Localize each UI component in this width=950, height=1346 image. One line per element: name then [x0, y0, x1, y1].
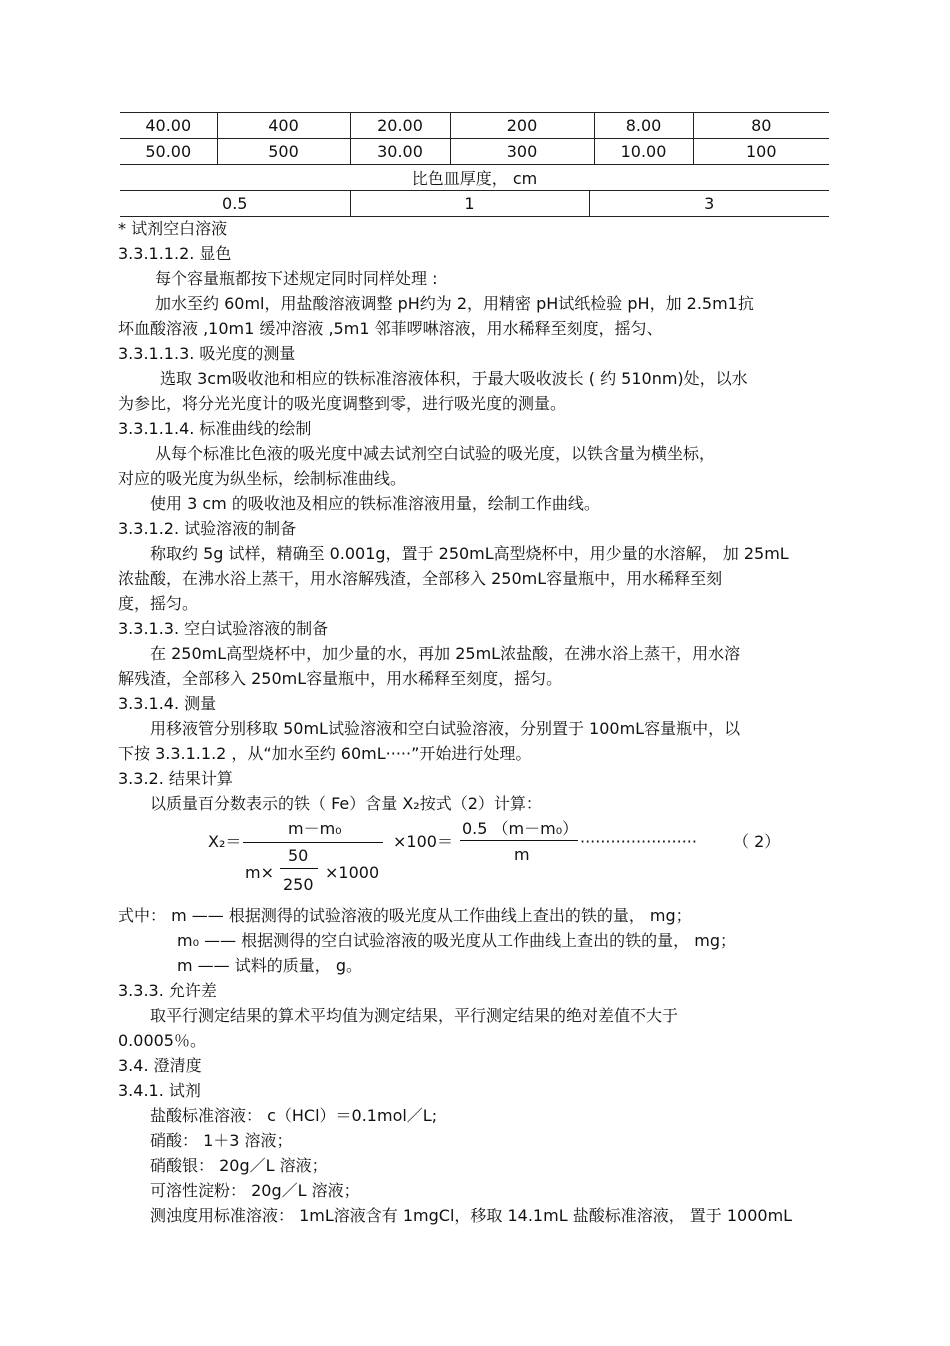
table-row: [120, 113, 829, 139]
formula-inner-denominator: 250: [283, 875, 314, 894]
fraction-bar: [243, 842, 383, 843]
text-line: 对应的吸光度为纵坐标，绘制标准曲线。: [118, 469, 407, 488]
table-header-cell: 比色皿厚度， cm: [120, 165, 829, 191]
formula-number: （ 2）: [733, 832, 781, 851]
inner-fraction-bar: [280, 868, 318, 869]
text-line: 选取 3cm吸收池和相应的铁标准溶液体积，于最大吸收波长 ( 约 510nm)处，以水: [160, 369, 748, 388]
table-cell: 3: [589, 191, 829, 217]
table-cell: 40.00: [120, 113, 217, 139]
formula-numerator-2: 0.5 （m－m₀）: [462, 819, 579, 838]
section-heading: 3.3.1.3. 空白试验溶液的制备: [118, 619, 329, 638]
table-cell: 500: [217, 139, 350, 165]
text-line: 坏血酸溶液 ,10m1 缓冲溶液 ,5m1 邻菲啰啉溶液，用水稀释至刻度，摇匀、: [118, 319, 663, 338]
table-cell: 400: [217, 113, 350, 139]
table-cell: 100: [693, 139, 829, 165]
formula-denominator-prefix: m×: [245, 863, 274, 882]
text-line: 使用 3 cm 的吸收池及相应的铁标准溶液用量，绘制工作曲线。: [150, 494, 600, 513]
text-line: 在 250mL高型烧杯中，加少量的水，再加 25mL浓盐酸，在沸水浴上蒸干，用水溶: [150, 644, 741, 663]
table-cell: 300: [450, 139, 594, 165]
formula-lhs: X₂＝: [208, 832, 242, 851]
text-line: 取平行测定结果的算术平均值为测定结果，平行测定结果的绝对差值不大于: [150, 1006, 679, 1025]
reagent-item: 硝酸银： 20g／L 溶液；: [150, 1156, 328, 1175]
table-cell: 20.00: [350, 113, 450, 139]
text-line: 为参比，将分光光度计的吸光度调整到零，进行吸光度的测量。: [118, 394, 567, 413]
section-heading: 3.3.1.1.3. 吸光度的测量: [118, 344, 296, 363]
section-heading: 3.3.3. 允许差: [118, 981, 217, 1000]
reagent-item: 盐酸标准溶液： c（HCl）＝0.1mol／L;: [150, 1106, 438, 1125]
table-cell: 0.5: [120, 191, 350, 217]
section-heading: 3.3.1.1.4. 标准曲线的绘制: [118, 419, 312, 438]
section-heading: 3.3.1.1.2. 显色: [118, 244, 232, 263]
section-heading: 3.4. 澄清度: [118, 1056, 202, 1075]
text-line: 以质量百分数表示的铁（ Fe）含量 X₂按式（2）计算：: [150, 794, 542, 813]
thickness-table: [120, 190, 829, 217]
table-row: [120, 191, 829, 217]
table-cell: 50.00: [120, 139, 217, 165]
formula-mid: ×100＝: [393, 832, 453, 851]
table-cell: 8.00: [594, 113, 693, 139]
reagent-item: 硝酸： 1＋3 溶液；: [150, 1131, 293, 1150]
table-row: [120, 165, 829, 191]
table-cell: 1: [350, 191, 589, 217]
table-cell: 200: [450, 113, 594, 139]
formula-numerator: m－m₀: [288, 819, 342, 838]
variable-definition: m —— 试料的质量， g。: [177, 956, 363, 975]
reagent-item: 可溶性淀粉： 20g／L 溶液；: [150, 1181, 360, 1200]
fraction-bar-2: [460, 840, 578, 841]
text-line: * 试剂空白溶液: [118, 219, 228, 238]
reagent-item: 测浊度用标准溶液： 1mL溶液含有 1mgCl，移取 14.1mL 盐酸标准溶液， 置于 1000mL: [150, 1206, 793, 1225]
text-line: 下按 3.3.1.1.2 ，从“加水至约 60mL·····”开始进行处理。: [118, 744, 532, 763]
section-heading: 3.4.1. 试剂: [118, 1081, 201, 1100]
text-line: 加水至约 60ml，用盐酸溶液调整 pH约为 2，用精密 pH试纸检验 pH，加 2.5m1抗: [155, 294, 754, 313]
text-line: 从每个标准比色液的吸光度中减去试剂空白试验的吸光度，以铁含量为横坐标，: [155, 444, 716, 463]
text-line: 浓盐酸，在沸水浴上蒸干，用水溶解残渣，全部移入 250mL容量瓶中，用水稀释至刻: [118, 569, 723, 588]
variable-definition: 式中： m —— 根据测得的试验溶液的吸光度从工作曲线上查出的铁的量， mg；: [118, 906, 692, 925]
table-row: [120, 139, 829, 165]
formula-denominator-suffix: ×1000: [325, 863, 380, 882]
standard-table: [120, 112, 829, 191]
table-cell: 10.00: [594, 139, 693, 165]
formula-inner-numerator: 50: [288, 846, 309, 865]
table-cell: 80: [693, 113, 829, 139]
text-line: 0.0005％。: [118, 1031, 206, 1050]
section-heading: 3.3.2. 结果计算: [118, 769, 233, 788]
formula-denominator-2: m: [514, 845, 530, 864]
text-line: 称取约 5g 试样，精确至 0.001g，置于 250mL高型烧杯中，用少量的水溶解， 加 25mL: [150, 544, 789, 563]
text-line: 用移液管分别移取 50mL试验溶液和空白试验溶液，分别置于 100mL容量瓶中，以: [150, 719, 741, 738]
variable-definition: m₀ —— 根据测得的空白试验溶液的吸光度从工作曲线上查出的铁的量， mg；: [177, 931, 737, 950]
text-line: 解残渣，全部移入 250mL容量瓶中，用水稀释至刻度，摇匀。: [118, 669, 563, 688]
table-cell: 30.00: [350, 139, 450, 165]
formula-leader-dots: ·······················: [580, 832, 697, 851]
section-heading: 3.3.1.2. 试验溶液的制备: [118, 519, 297, 538]
section-heading: 3.3.1.4. 测量: [118, 694, 217, 713]
text-line: 度，摇匀。: [118, 594, 199, 613]
text-line: 每个容量瓶都按下述规定同时同样处理 :: [155, 269, 438, 288]
